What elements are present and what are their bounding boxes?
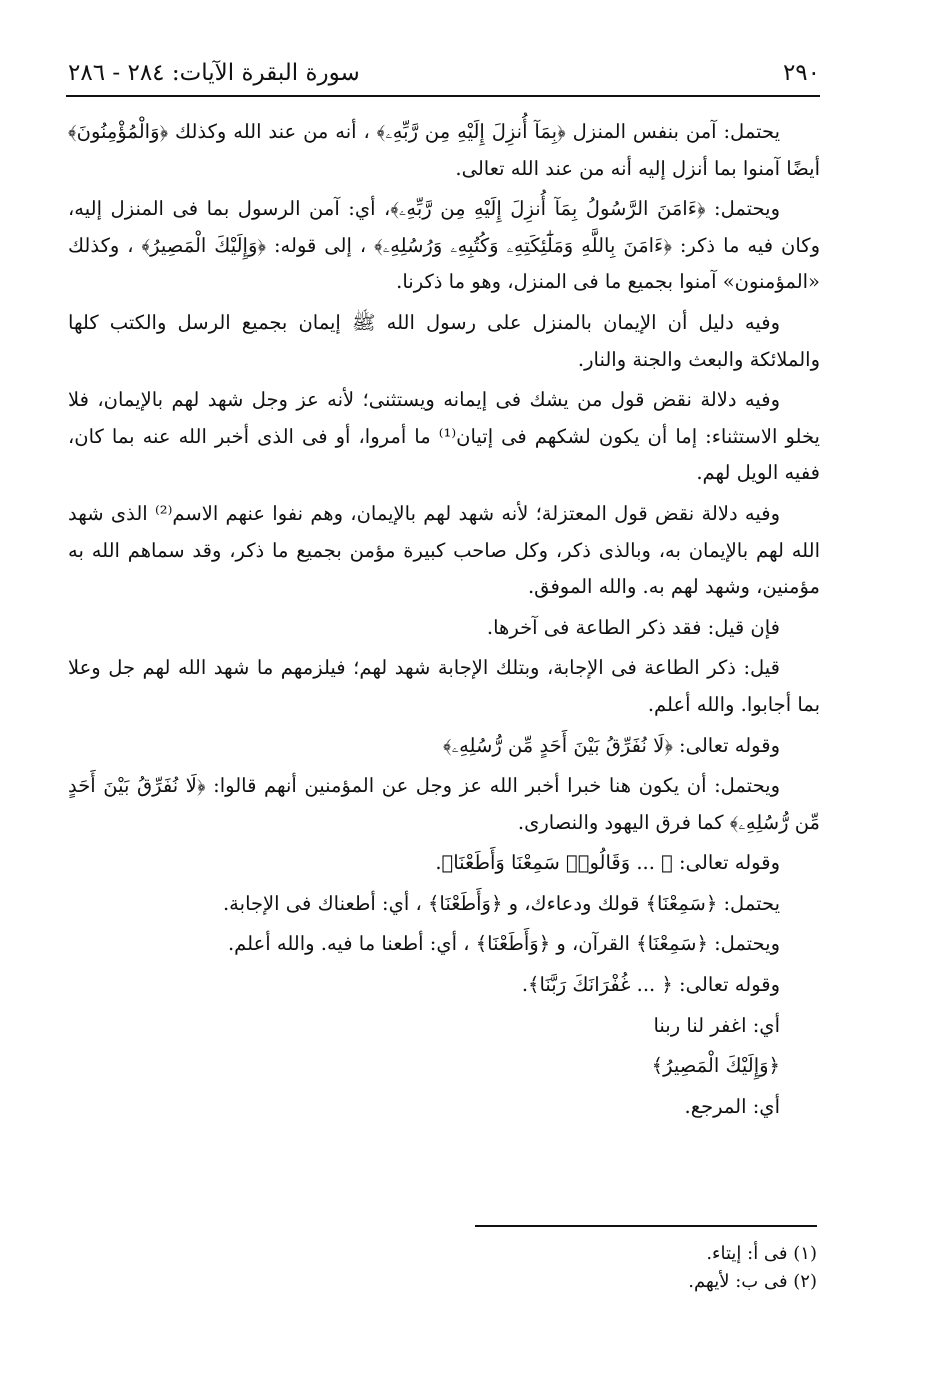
footnote: (١) فى أ: إيتاء.	[706, 1243, 817, 1264]
footnote-divider	[475, 1225, 817, 1227]
page-header	[68, 54, 820, 94]
paragraph: ويحتمل: ﴿سَمِعْنَا﴾ القرآن، و ﴿وَأَطَعْنَا﴾ ، أي: أطعنا ما فيه. والله أعلم.	[227, 932, 780, 956]
paragraph: ويحتمل: ﴿ءَامَنَ الرَّسُولُ بِمَآ أُنزِلَ إِلَيْهِ مِن رَّبِّهِۦ﴾، أي: آمن الرسول بما فى المنزل إليه، وكان فيه ما ذكر: ﴿ءَامَنَ بِاللَّهِ وَمَلَٰٓئِكَتِهِۦ وَكُتُبِهِۦ وَرُسُلِهِۦ﴾ ، إلى قوله: ﴿وَإِلَيْكَ الْمَصِيرُ﴾ ، وكذلك «المؤمنون» آمنوا بجميع ما فى المنزل، وهو ما ذكرنا.	[68, 197, 820, 294]
paragraph: فإن قيل: فقد ذكر الطاعة فى آخرها.	[486, 615, 780, 639]
page-number: ٢٩٠	[782, 60, 820, 86]
paragraph: أي: المرجع.	[684, 1094, 780, 1118]
paragraph: وفيه دلالة نقض قول المعتزلة؛ لأنه شهد لهم بالإيمان، وهم نفوا عنهم الاسم⁽²⁾ الذى شهد الله لهم بالإيمان به، وبالذى ذكر، وكل صاحب كبيرة مؤمن بجميع ما ذكر، وقد سماهم الله به مؤمنين، وشهد لهم به. والله الموفق.	[68, 501, 820, 599]
footnotes	[475, 1240, 817, 1296]
paragraph: يحتمل: آمن بنفس المنزل ﴿بِمَآ أُنزِلَ إِلَيْهِ مِن رَّبِّهِۦ﴾ ، أنه من عند الله وكذلك ﴿وَالْمُؤْمِنُونَ﴾ أيضًا آمنوا بما أنزل إليه أنه من عند الله تعالى.	[68, 120, 820, 180]
paragraph: يحتمل: ﴿سَمِعْنَا﴾ قولك ودعاءك، و ﴿وَأَطَعْنَا﴾ ، أي: أطعناك فى الإجابة.	[222, 891, 780, 915]
paragraph: وقوله تعالى: ﴿لَا نُفَرِّقُ بَيْنَ أَحَدٍ مِّن رُّسُلِهِۦ﴾	[443, 733, 780, 757]
paragraph: وفيه دلالة نقض قول من يشك فى إيمانه ويستثنى؛ لأنه عز وجل شهد لهم بالإيمان، فلا يخلو الاستثناء: إما أن يكون لشكهم فى إتيان⁽¹⁾ ما أمروا، أو فى الذى أخبر الله عنه بما كان، ففيه الويل لهم.	[68, 388, 820, 485]
header-divider	[66, 95, 820, 97]
paragraph: وقوله تعالى: ﴿ ... غُفْرَانَكَ رَبَّنَا﴾.	[521, 973, 780, 997]
paragraph: ويحتمل: أن يكون هنا خبرا أخبر الله عز وجل عن المؤمنين أنهم قالوا: ﴿لَا نُفَرِّقُ بَيْنَ أَحَدٍ مِّن رُّسُلِهِۦ﴾ كما فرق اليهود والنصارى.	[68, 774, 820, 834]
paragraph: وفيه دليل أن الإيمان بالمنزل على رسول الله ﷺ إيمان بجميع الرسل والكتب كلها والملائكة والبعث والجنة والنار.	[68, 310, 820, 371]
paragraph: وقوله تعالى: ﴿ ... وَقَالُوا۟ سَمِعْنَا وَأَطَعْنَا﴾.	[435, 851, 780, 875]
paragraph: ﴿وَإِلَيْكَ الْمَصِيرُ﴾	[651, 1054, 780, 1078]
paragraph: أي: اغفر لنا ربنا	[653, 1013, 780, 1037]
running-title: سورة البقرة الآيات: ٢٨٤ - ٢٨٦	[68, 60, 360, 86]
body-text	[68, 114, 820, 1129]
paragraph: قيل: ذكر الطاعة فى الإجابة، وبتلك الإجابة شهد لهم؛ فيلزمهم ما شهد الله لهم جل وعلا بما أجابوا. والله أعلم.	[68, 656, 820, 716]
footnote: (٢) فى ب: لأيهم.	[688, 1271, 817, 1292]
